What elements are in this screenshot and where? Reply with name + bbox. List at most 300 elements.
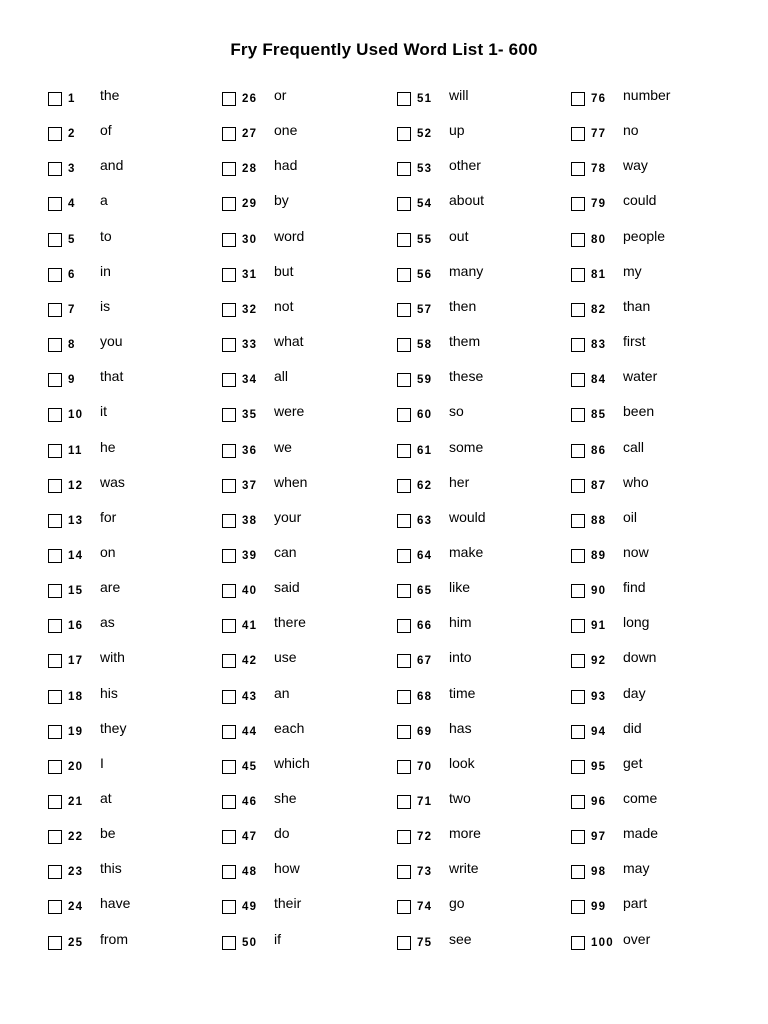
word-checkbox[interactable]	[48, 338, 62, 352]
word-row	[397, 157, 567, 182]
word-number: 61	[417, 444, 433, 457]
word-row	[571, 825, 741, 850]
word-checkbox[interactable]	[48, 865, 62, 879]
word-checkbox[interactable]	[571, 690, 585, 704]
word-row	[222, 649, 392, 674]
word-text: go	[449, 895, 465, 912]
word-checkbox[interactable]	[571, 162, 585, 176]
word-number: 99	[591, 901, 607, 914]
word-checkbox[interactable]	[48, 479, 62, 493]
word-number: 80	[591, 233, 607, 246]
word-number: 14	[68, 549, 84, 562]
word-checkbox[interactable]	[397, 373, 411, 387]
word-checkbox[interactable]	[571, 654, 585, 668]
word-text: has	[449, 719, 472, 736]
word-checkbox[interactable]	[222, 338, 236, 352]
word-number: 5	[68, 233, 76, 246]
word-number: 82	[591, 303, 607, 316]
word-checkbox[interactable]	[571, 127, 585, 141]
word-checkbox[interactable]	[397, 338, 411, 352]
word-text: were	[274, 403, 305, 420]
word-checkbox[interactable]	[397, 233, 411, 247]
word-number: 93	[591, 690, 607, 703]
word-text: as	[100, 614, 115, 631]
word-number: 71	[417, 796, 433, 808]
word-checkbox[interactable]	[222, 127, 236, 141]
word-number: 87	[591, 479, 607, 492]
word-checkbox[interactable]	[397, 936, 411, 950]
word-number: 85	[591, 409, 607, 422]
word-row	[397, 368, 567, 393]
word-row	[48, 157, 218, 182]
word-checkbox[interactable]	[397, 654, 411, 668]
word-row	[397, 649, 567, 674]
word-row	[48, 122, 218, 147]
word-checkbox[interactable]	[222, 444, 236, 458]
word-text: who	[623, 473, 649, 490]
word-number: 20	[68, 760, 84, 773]
word-number: 69	[417, 725, 433, 738]
word-text: by	[274, 192, 289, 209]
word-checkbox[interactable]	[48, 233, 62, 247]
word-checkbox[interactable]	[397, 725, 411, 739]
word-checkbox[interactable]	[571, 408, 585, 422]
word-row	[397, 262, 567, 288]
word-row	[48, 87, 218, 112]
word-text: use	[274, 649, 297, 666]
word-row	[48, 227, 218, 253]
word-number: 57	[417, 303, 433, 316]
word-checkbox[interactable]	[222, 268, 236, 282]
word-text: now	[623, 543, 649, 560]
word-checkbox[interactable]	[571, 549, 585, 563]
word-text: him	[449, 614, 472, 631]
word-checkbox[interactable]	[397, 900, 411, 914]
word-row	[571, 87, 741, 112]
word-checkbox[interactable]	[48, 268, 62, 282]
word-checkbox[interactable]	[222, 303, 236, 317]
word-text: can	[274, 543, 297, 560]
word-number: 29	[242, 198, 258, 211]
word-row	[397, 438, 567, 464]
word-checkbox[interactable]	[397, 584, 411, 598]
word-checkbox[interactable]	[571, 725, 585, 739]
word-checkbox[interactable]	[571, 233, 585, 247]
word-text: day	[623, 684, 646, 701]
word-checkbox[interactable]	[397, 830, 411, 844]
word-number: 10	[68, 409, 84, 422]
word-checkbox[interactable]	[397, 162, 411, 176]
word-number: 6	[68, 268, 76, 281]
word-number: 59	[417, 374, 433, 387]
word-number: 96	[591, 796, 607, 808]
word-number: 49	[242, 901, 258, 914]
word-row	[571, 368, 741, 393]
word-checkbox[interactable]	[222, 408, 236, 422]
word-checkbox[interactable]	[48, 162, 62, 176]
word-number: 89	[591, 549, 607, 562]
word-row	[222, 262, 392, 288]
word-row	[397, 87, 567, 112]
word-text: up	[449, 122, 465, 139]
word-checkbox[interactable]	[397, 444, 411, 458]
word-text: get	[623, 754, 643, 771]
word-checkbox[interactable]	[397, 127, 411, 141]
word-checkbox[interactable]	[222, 795, 236, 809]
word-text: his	[100, 684, 118, 701]
word-checkbox[interactable]	[222, 760, 236, 774]
word-checkbox[interactable]	[48, 444, 62, 458]
word-number: 23	[68, 866, 84, 879]
word-number: 28	[242, 163, 258, 176]
word-row	[222, 790, 392, 815]
word-text: made	[623, 825, 659, 842]
word-row	[48, 790, 218, 815]
word-number: 4	[68, 198, 76, 211]
word-checkbox[interactable]	[397, 865, 411, 879]
word-number: 86	[591, 444, 607, 457]
word-text: their	[274, 895, 302, 912]
word-checkbox[interactable]	[571, 865, 585, 879]
word-checkbox[interactable]	[571, 760, 585, 774]
word-text: have	[100, 895, 131, 912]
word-row	[222, 297, 392, 323]
word-number: 3	[68, 163, 76, 176]
word-row	[397, 614, 567, 639]
word-text: water	[623, 368, 658, 385]
word-row	[571, 122, 741, 147]
word-number: 74	[417, 901, 433, 914]
word-text: two	[449, 790, 471, 806]
word-checkbox[interactable]	[48, 619, 62, 633]
word-text: the	[100, 87, 120, 103]
word-text: so	[449, 403, 464, 420]
word-row	[48, 473, 218, 499]
word-text: he	[100, 438, 116, 455]
word-number: 12	[68, 479, 84, 492]
word-row	[571, 649, 741, 674]
word-number: 36	[242, 444, 258, 457]
word-checkbox[interactable]	[48, 900, 62, 914]
word-checkbox[interactable]	[397, 197, 411, 211]
word-text: call	[623, 438, 645, 455]
word-checkbox[interactable]	[397, 760, 411, 774]
word-row	[222, 684, 392, 710]
word-checkbox[interactable]	[571, 268, 585, 282]
word-number: 37	[242, 479, 258, 492]
word-number: 83	[591, 339, 607, 352]
word-row	[397, 473, 567, 499]
word-text: into	[449, 649, 472, 666]
word-checkbox[interactable]	[48, 408, 62, 422]
word-text: and	[100, 157, 124, 174]
word-checkbox[interactable]	[571, 303, 585, 317]
word-number: 18	[68, 690, 84, 703]
word-checkbox[interactable]	[571, 197, 585, 211]
word-number: 42	[242, 655, 258, 668]
word-text: do	[274, 825, 290, 842]
word-number: 45	[242, 760, 258, 773]
word-number: 21	[68, 796, 84, 808]
word-text: each	[274, 719, 305, 736]
word-checkbox[interactable]	[222, 830, 236, 844]
word-checkbox[interactable]	[222, 373, 236, 387]
word-checkbox[interactable]	[222, 233, 236, 247]
word-checkbox[interactable]	[222, 514, 236, 528]
word-row	[571, 614, 741, 639]
word-checkbox[interactable]	[222, 197, 236, 211]
word-number: 70	[417, 760, 433, 773]
word-number: 32	[242, 303, 258, 316]
word-checkbox[interactable]	[222, 725, 236, 739]
word-text: is	[100, 297, 111, 314]
word-row	[397, 333, 567, 358]
word-checkbox[interactable]	[222, 162, 236, 176]
word-row	[48, 825, 218, 850]
word-checkbox[interactable]	[571, 514, 585, 528]
word-checkbox[interactable]	[397, 92, 411, 106]
word-checkbox[interactable]	[48, 373, 62, 387]
word-text: how	[274, 860, 300, 877]
word-row	[48, 543, 218, 569]
word-number: 8	[68, 339, 76, 352]
word-row	[222, 87, 392, 112]
word-number: 26	[242, 93, 258, 105]
word-number: 43	[242, 690, 258, 703]
word-number: 25	[68, 936, 84, 949]
word-row	[571, 297, 741, 323]
word-row	[222, 227, 392, 253]
word-text: for	[100, 508, 117, 525]
word-row	[48, 508, 218, 534]
word-number: 52	[417, 128, 433, 141]
word-text: them	[449, 333, 481, 350]
word-number: 9	[68, 374, 76, 387]
word-checkbox[interactable]	[397, 514, 411, 528]
word-row	[571, 438, 741, 464]
word-row	[222, 614, 392, 639]
word-row	[397, 579, 567, 604]
word-number: 50	[242, 936, 258, 949]
word-text: first	[623, 333, 646, 350]
word-checkbox[interactable]	[48, 760, 62, 774]
word-row	[222, 825, 392, 850]
page-title: Fry Frequently Used Word List 1- 600	[230, 40, 538, 59]
word-checkbox[interactable]	[222, 584, 236, 598]
word-row	[222, 438, 392, 464]
word-checkbox[interactable]	[571, 619, 585, 633]
word-row	[222, 473, 392, 499]
word-row	[571, 790, 741, 815]
word-text: down	[623, 649, 657, 666]
word-number: 64	[417, 549, 433, 562]
word-row	[48, 930, 218, 956]
word-row	[222, 368, 392, 393]
word-checkbox[interactable]	[571, 795, 585, 809]
word-row	[571, 157, 741, 182]
word-text: way	[623, 157, 648, 174]
word-checkbox[interactable]	[222, 690, 236, 704]
word-row	[48, 438, 218, 464]
word-row	[397, 860, 567, 885]
word-row	[222, 719, 392, 745]
word-number: 84	[591, 374, 607, 387]
word-row	[222, 860, 392, 885]
word-text: what	[274, 333, 304, 350]
word-row	[397, 227, 567, 253]
word-text: at	[100, 790, 112, 806]
word-text: no	[623, 122, 639, 139]
word-row	[397, 297, 567, 323]
word-number: 72	[417, 831, 433, 844]
word-row	[48, 333, 218, 358]
word-number: 66	[417, 620, 433, 633]
word-number: 76	[591, 93, 607, 105]
word-checkbox[interactable]	[222, 936, 236, 950]
word-number: 55	[417, 233, 433, 246]
word-checkbox[interactable]	[397, 479, 411, 493]
word-text: there	[274, 614, 306, 631]
word-text: write	[449, 860, 479, 877]
word-checkbox[interactable]	[48, 690, 62, 704]
word-checkbox[interactable]	[48, 127, 62, 141]
word-checkbox[interactable]	[222, 92, 236, 106]
word-text: out	[449, 227, 469, 244]
word-checkbox[interactable]	[397, 268, 411, 282]
word-number: 95	[591, 760, 607, 773]
word-text: I	[100, 754, 104, 771]
word-checkbox[interactable]	[48, 725, 62, 739]
word-number: 41	[242, 620, 258, 633]
word-checkbox[interactable]	[222, 479, 236, 493]
word-checkbox[interactable]	[48, 795, 62, 809]
word-checkbox[interactable]	[48, 584, 62, 598]
word-checkbox[interactable]	[571, 830, 585, 844]
word-number: 44	[242, 725, 258, 738]
word-number: 94	[591, 725, 607, 738]
word-text: like	[449, 579, 471, 596]
word-checkbox[interactable]	[222, 654, 236, 668]
word-row	[571, 403, 741, 428]
word-text: time	[449, 684, 476, 701]
word-text: that	[100, 368, 124, 385]
word-row	[397, 403, 567, 428]
word-number: 97	[591, 831, 607, 844]
word-checkbox[interactable]	[397, 795, 411, 809]
word-number: 15	[68, 585, 84, 598]
word-checkbox[interactable]	[48, 936, 62, 950]
word-text: they	[100, 719, 127, 736]
word-checkbox[interactable]	[48, 92, 62, 106]
word-number: 54	[417, 198, 433, 211]
word-number: 73	[417, 866, 433, 879]
word-row	[222, 122, 392, 147]
word-row	[571, 508, 741, 534]
word-checkbox[interactable]	[397, 619, 411, 633]
word-text: make	[449, 543, 484, 560]
word-number: 75	[417, 936, 433, 949]
word-text: an	[274, 684, 290, 701]
word-row	[397, 684, 567, 710]
word-checkbox[interactable]	[397, 549, 411, 563]
word-number: 77	[591, 128, 607, 141]
word-row	[222, 508, 392, 534]
word-row	[48, 754, 218, 780]
word-checkbox[interactable]	[571, 900, 585, 914]
word-number: 22	[68, 831, 84, 844]
word-text: many	[449, 262, 484, 279]
word-row	[48, 368, 218, 393]
word-row	[571, 719, 741, 745]
word-number: 1	[68, 93, 76, 105]
word-number: 7	[68, 303, 76, 316]
word-checkbox[interactable]	[48, 197, 62, 211]
word-checkbox[interactable]	[48, 654, 62, 668]
word-checkbox[interactable]	[571, 444, 585, 458]
word-number: 33	[242, 339, 258, 352]
word-checkbox[interactable]	[571, 584, 585, 598]
word-row	[571, 579, 741, 604]
word-checkbox[interactable]	[48, 830, 62, 844]
word-row	[571, 473, 741, 499]
word-text: be	[100, 825, 116, 842]
word-checkbox[interactable]	[571, 338, 585, 352]
word-checkbox[interactable]	[571, 936, 585, 950]
word-text: come	[623, 790, 658, 806]
word-text: it	[100, 403, 107, 420]
word-checkbox[interactable]	[48, 514, 62, 528]
word-number: 31	[242, 268, 258, 281]
word-text: will	[449, 87, 469, 103]
word-text: you	[100, 333, 123, 350]
word-text: are	[100, 579, 121, 596]
word-number: 24	[68, 901, 84, 914]
word-checkbox[interactable]	[397, 408, 411, 422]
word-text: her	[449, 473, 470, 490]
word-text: we	[274, 438, 292, 455]
word-checkbox[interactable]	[222, 549, 236, 563]
word-number: 60	[417, 409, 433, 422]
word-text: from	[100, 930, 128, 947]
word-text: part	[623, 895, 648, 912]
word-row	[571, 895, 741, 920]
word-row	[397, 719, 567, 745]
word-checkbox[interactable]	[222, 619, 236, 633]
word-checkbox[interactable]	[571, 92, 585, 106]
word-number: 62	[417, 479, 433, 492]
word-text: may	[623, 860, 650, 877]
word-number: 79	[591, 198, 607, 211]
word-text: these	[449, 368, 484, 385]
word-checkbox[interactable]	[48, 549, 62, 563]
word-checkbox[interactable]	[48, 303, 62, 317]
word-checkbox[interactable]	[222, 900, 236, 914]
word-row	[48, 614, 218, 639]
word-text: did	[623, 719, 642, 736]
word-text: or	[274, 87, 287, 103]
word-checkbox[interactable]	[222, 865, 236, 879]
word-row	[397, 895, 567, 920]
word-checkbox[interactable]	[397, 690, 411, 704]
word-checkbox[interactable]	[571, 479, 585, 493]
word-row	[222, 579, 392, 604]
word-row	[571, 684, 741, 710]
word-checkbox[interactable]	[397, 303, 411, 317]
word-row	[222, 333, 392, 358]
word-text: on	[100, 543, 116, 560]
word-checkbox[interactable]	[571, 373, 585, 387]
word-number: 51	[417, 93, 433, 105]
